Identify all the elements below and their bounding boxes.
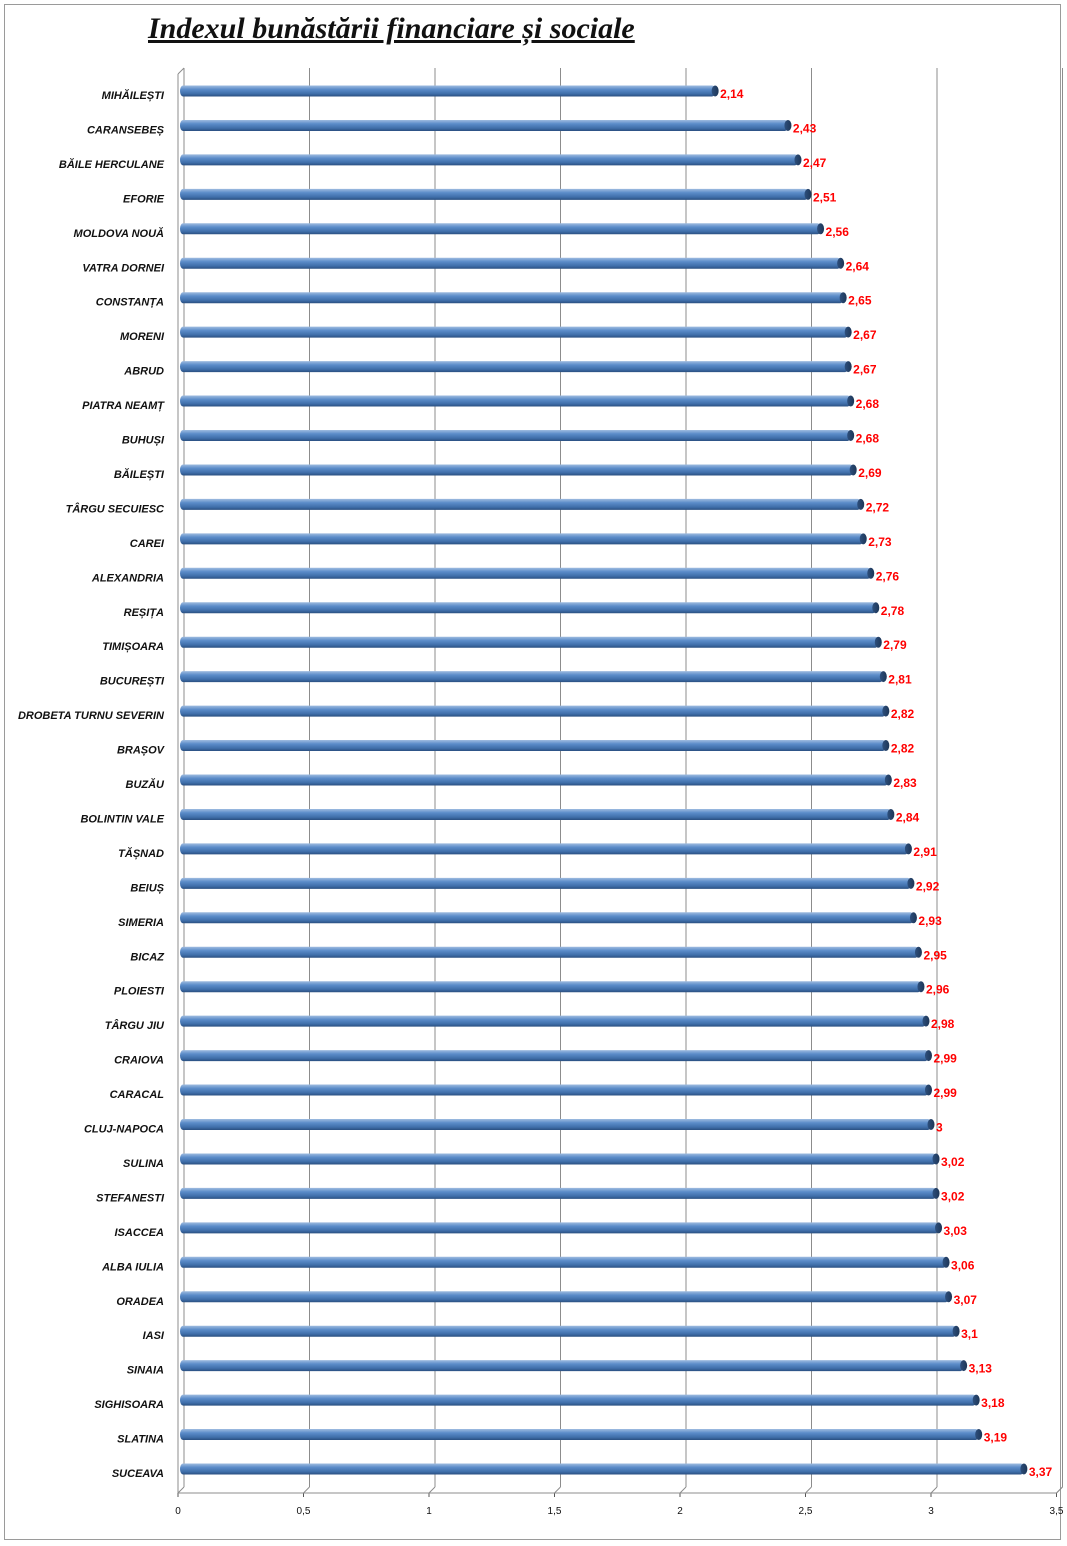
category-label: BUCUREȘTI xyxy=(99,675,164,688)
bar xyxy=(180,981,921,992)
category-label: BUZĂU xyxy=(125,779,164,791)
category-label: TĂȘNAD xyxy=(118,847,164,860)
value-label: 3,03 xyxy=(943,1223,967,1238)
bar xyxy=(180,396,851,407)
category-label: CLUJ-NAPOCA xyxy=(83,1123,164,1136)
bar xyxy=(180,1360,964,1371)
bar-end-cap xyxy=(857,499,864,510)
category-label: SINAIA xyxy=(126,1364,164,1377)
value-label: 2,56 xyxy=(825,224,849,239)
category-label: MORENI xyxy=(120,331,164,344)
category-label: CARANSEBEȘ xyxy=(86,124,164,137)
category-label: REȘIȚA xyxy=(123,606,164,619)
category-label: EFORIE xyxy=(123,193,164,206)
bar xyxy=(180,602,876,613)
value-label: 3,07 xyxy=(953,1292,977,1307)
category-label: TÂRGU JIU xyxy=(104,1020,164,1033)
bar-end-cap xyxy=(784,120,791,131)
value-label: 2,69 xyxy=(858,465,882,480)
bar-end-cap xyxy=(1020,1464,1027,1475)
value-label: 3,13 xyxy=(968,1361,992,1376)
bar xyxy=(180,292,843,303)
value-label: 2,67 xyxy=(853,362,877,377)
bar xyxy=(180,223,821,234)
x-tick-label: 0 xyxy=(175,1506,181,1517)
bar-end-cap xyxy=(915,947,922,958)
bar-end-cap xyxy=(867,568,874,579)
bar xyxy=(180,809,891,820)
value-label: 2,81 xyxy=(888,672,912,687)
bar xyxy=(180,1429,979,1440)
bar xyxy=(180,775,888,786)
value-label: 2,98 xyxy=(930,1017,955,1032)
bar-end-cap xyxy=(933,1188,940,1199)
category-label: SLATINA xyxy=(117,1433,164,1446)
bar-end-cap xyxy=(925,1050,932,1061)
bar-end-cap xyxy=(794,154,801,165)
x-tick-label: 2 xyxy=(677,1506,683,1517)
value-label: 2,84 xyxy=(895,810,920,825)
category-label: TÂRGU SECUIESC xyxy=(65,503,164,516)
bar-end-cap xyxy=(945,1291,952,1302)
bar xyxy=(180,430,851,441)
x-tick-label: 2,5 xyxy=(798,1506,813,1517)
category-label: BRAȘOV xyxy=(116,744,164,757)
value-label: 2,65 xyxy=(848,293,872,308)
bar xyxy=(180,1291,949,1302)
bar-end-cap xyxy=(973,1395,980,1406)
bar-end-cap xyxy=(953,1326,960,1337)
category-label: ALBA IULIA xyxy=(102,1261,164,1274)
bar-end-cap xyxy=(837,258,844,269)
y-axis-top xyxy=(178,68,184,74)
category-label: BOLINTIN VALE xyxy=(80,813,164,826)
gridline-floor xyxy=(429,1487,435,1493)
value-label: 2,82 xyxy=(890,741,915,756)
bar-end-cap xyxy=(882,740,889,751)
bar xyxy=(180,1188,936,1199)
value-label: 2,93 xyxy=(918,913,942,928)
bar-end-cap xyxy=(845,361,852,372)
bar xyxy=(180,947,918,958)
category-label: SUCEAVA xyxy=(111,1468,164,1480)
category-label: STEFANESTI xyxy=(96,1192,164,1205)
category-label: CARACAL xyxy=(109,1089,164,1102)
bar xyxy=(180,637,878,648)
value-label: 2,83 xyxy=(893,776,917,790)
gridline-floor xyxy=(806,1487,812,1493)
category-label: CRAIOVA xyxy=(114,1054,164,1067)
category-label: ABRUD xyxy=(124,365,164,378)
bar-end-cap xyxy=(875,637,882,648)
value-label: 2,67 xyxy=(853,328,877,343)
bar xyxy=(180,86,715,97)
bar xyxy=(180,568,871,579)
bar xyxy=(180,912,913,923)
x-tick-label: 1 xyxy=(426,1506,432,1517)
bar-end-cap xyxy=(943,1257,950,1268)
category-label: CAREI xyxy=(129,537,164,550)
x-tick-label: 1,5 xyxy=(547,1506,562,1517)
category-label: TIMIȘOARA xyxy=(102,641,164,654)
bar xyxy=(180,1257,946,1268)
bar-end-cap xyxy=(805,189,812,200)
value-label: 3 xyxy=(936,1120,943,1135)
bar xyxy=(180,464,853,475)
bar-end-cap xyxy=(933,1153,940,1164)
bar xyxy=(180,1050,928,1061)
x-tick-label: 3,5 xyxy=(1049,1506,1064,1517)
bar-end-cap xyxy=(885,775,892,786)
category-label: BEIUȘ xyxy=(130,882,164,895)
category-label: ISACCEA xyxy=(114,1226,164,1239)
category-label: BĂILE HERCULANE xyxy=(58,158,164,171)
value-label: 3,02 xyxy=(941,1154,965,1169)
value-label: 2,47 xyxy=(802,155,827,170)
bar-end-cap xyxy=(860,533,867,544)
value-label: 2,96 xyxy=(925,982,950,997)
value-label: 2,14 xyxy=(720,87,744,101)
bar xyxy=(180,671,883,682)
value-label: 2,95 xyxy=(923,948,947,963)
value-label: 2,76 xyxy=(875,569,900,584)
value-label: 2,99 xyxy=(933,1086,957,1101)
value-label: 2,79 xyxy=(883,638,907,653)
category-label: PIATRA NEAMȚ xyxy=(82,400,164,413)
bar-end-cap xyxy=(925,1085,932,1096)
bar-end-cap xyxy=(907,878,914,889)
category-label: MOLDOVA NOUĂ xyxy=(73,227,164,240)
bar-end-cap xyxy=(712,86,719,97)
value-label: 2,78 xyxy=(880,603,905,618)
bar xyxy=(180,1153,936,1164)
bar-end-cap xyxy=(887,809,894,820)
bar xyxy=(180,1222,939,1233)
category-label: BĂILEȘTI xyxy=(113,468,164,481)
category-label: IASI xyxy=(142,1330,164,1343)
value-label: 2,64 xyxy=(845,259,869,274)
bar-end-cap xyxy=(917,981,924,992)
gridline-floor xyxy=(555,1487,561,1493)
value-label: 2,43 xyxy=(792,121,817,136)
bar xyxy=(180,258,841,269)
category-label: SIGHISOARA xyxy=(94,1399,164,1412)
value-label: 3,19 xyxy=(983,1430,1008,1445)
bar xyxy=(180,120,788,131)
bar-end-cap xyxy=(845,327,852,338)
bar-end-cap xyxy=(850,464,857,475)
bar xyxy=(180,1119,931,1130)
bar xyxy=(180,1016,926,1027)
bar-end-cap xyxy=(960,1360,967,1371)
bar xyxy=(180,1085,928,1096)
bar-end-cap xyxy=(882,706,889,717)
value-label: 2,91 xyxy=(913,844,937,859)
category-label: ALEXANDRIA xyxy=(91,572,164,585)
category-label: BUHUȘI xyxy=(121,434,164,447)
value-label: 2,51 xyxy=(813,190,837,205)
bar xyxy=(180,843,908,854)
bar xyxy=(180,878,911,889)
value-label: 2,82 xyxy=(890,707,915,722)
category-label: BICAZ xyxy=(130,951,164,964)
bar-end-cap xyxy=(880,671,887,682)
value-label: 3,06 xyxy=(951,1258,975,1273)
value-label: 2,73 xyxy=(868,534,892,549)
category-label: DROBETA TURNU SEVERIN xyxy=(17,710,164,723)
bar-end-cap xyxy=(840,292,847,303)
gridline-floor xyxy=(178,1487,184,1493)
bar-end-cap xyxy=(847,396,854,407)
value-label: 3,1 xyxy=(961,1327,978,1342)
bar xyxy=(180,740,886,751)
bar-end-cap xyxy=(935,1222,942,1233)
bar xyxy=(180,361,848,372)
bar-end-cap xyxy=(928,1119,935,1130)
value-label: 3,37 xyxy=(1028,1465,1053,1479)
x-tick-label: 0,5 xyxy=(296,1506,311,1517)
bar-end-cap xyxy=(922,1016,929,1027)
bar xyxy=(180,533,863,544)
value-label: 3,18 xyxy=(981,1396,1005,1411)
x-tick-label: 3 xyxy=(928,1506,934,1517)
bar-end-cap xyxy=(975,1429,982,1440)
bar xyxy=(180,154,798,165)
bar xyxy=(180,327,848,338)
value-label: 3,02 xyxy=(941,1189,965,1204)
x-axis-right xyxy=(1057,1487,1063,1493)
bar xyxy=(180,1464,1024,1475)
bar xyxy=(180,499,861,510)
bar xyxy=(180,1395,976,1406)
category-label: SIMERIA xyxy=(118,916,164,929)
value-label: 2,72 xyxy=(865,500,890,515)
bar-end-cap xyxy=(817,223,824,234)
category-label: CONSTANȚA xyxy=(95,296,164,309)
bar xyxy=(180,189,808,200)
value-label: 2,68 xyxy=(855,397,880,412)
gridline-floor xyxy=(304,1487,310,1493)
value-label: 2,68 xyxy=(855,431,880,446)
bar-end-cap xyxy=(872,602,879,613)
category-label: MIHĂILEȘTI xyxy=(101,90,164,102)
gridline-floor xyxy=(931,1487,937,1493)
bar xyxy=(180,706,886,717)
gridline-floor xyxy=(680,1487,686,1493)
bar-end-cap xyxy=(905,843,912,854)
category-label: VATRA DORNEI xyxy=(82,262,164,275)
bar xyxy=(180,1326,956,1337)
bar-end-cap xyxy=(910,912,917,923)
bar-end-cap xyxy=(847,430,854,441)
value-label: 2,99 xyxy=(933,1051,957,1066)
category-label: PLOIESTI xyxy=(113,985,164,998)
chart-title: Indexul bunăstării financiare și sociale xyxy=(148,12,635,45)
category-label: ORADEA xyxy=(116,1295,164,1308)
value-label: 2,92 xyxy=(915,879,940,894)
category-label: SULINA xyxy=(123,1157,164,1170)
